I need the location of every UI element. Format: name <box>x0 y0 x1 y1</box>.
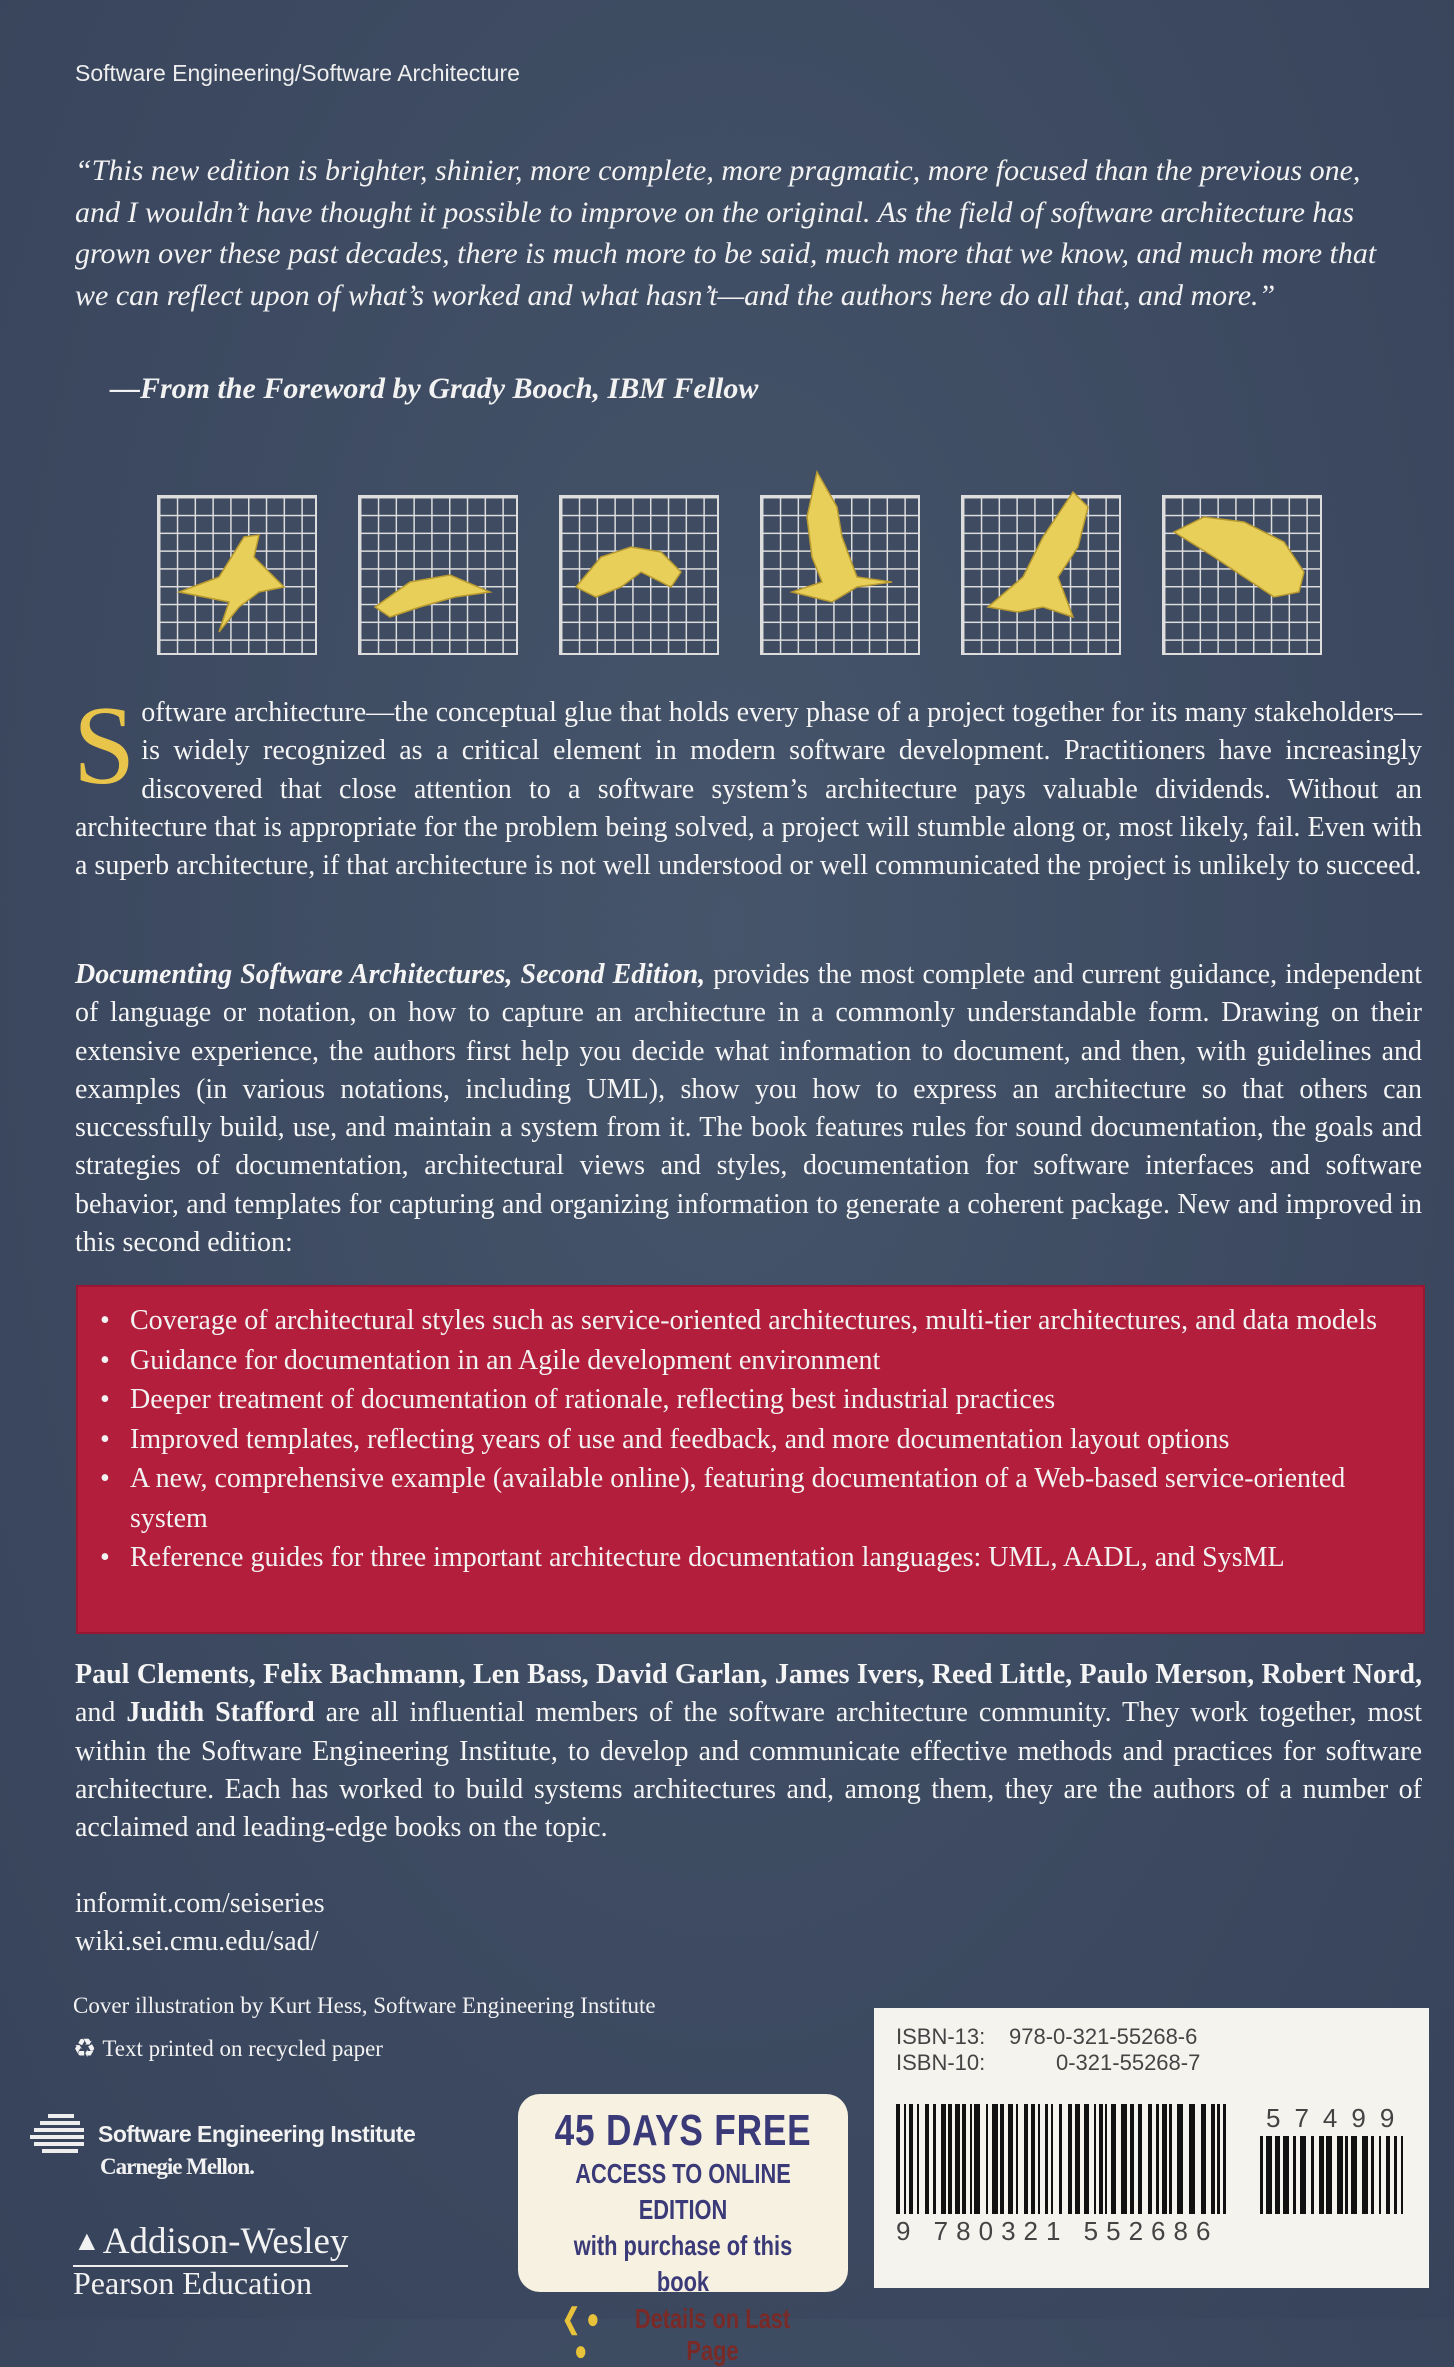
quote-attribution: —From the Foreword by Grady Booch, IBM Fellow <box>110 372 759 405</box>
link-informit[interactable]: informit.com/seiseries <box>75 1888 325 1919</box>
barcode-bar <box>962 2104 966 2214</box>
sei-name: Software Engineering Institute <box>98 2120 416 2147</box>
barcode-bar <box>941 2104 946 2214</box>
barcode-bar <box>1362 2136 1368 2214</box>
bird-flight-illustration <box>157 495 1327 655</box>
bird-icon <box>561 497 721 657</box>
isbn10-value: 0-321-55268-7 <box>1056 2050 1201 2075</box>
barcode-bar <box>986 2104 988 2214</box>
barcode-bar <box>896 2104 900 2214</box>
recycled-text: Text printed on recycled paper <box>102 2036 383 2061</box>
feature-item: • Coverage of architectural styles such as service-oriented architectures, multi-tier architectures, and data models <box>100 1301 1403 1341</box>
barcode-bar <box>909 2104 913 2214</box>
feature-item: • Improved templates, reflecting years of use and feedback, and more documentation layout options <box>100 1420 1403 1460</box>
barcode-bar <box>1156 2104 1159 2214</box>
barcode-bar <box>992 2104 998 2214</box>
cmu-logo: Carnegie Mellon. <box>100 2154 254 2179</box>
barcode-bar <box>970 2104 972 2214</box>
barcode-bar <box>1211 2104 1215 2214</box>
links <box>75 1885 325 1961</box>
bird-grid <box>358 495 518 655</box>
bird-icon <box>762 497 922 657</box>
online-edition-promo <box>518 2094 848 2366</box>
addison-wesley-icon: ▲ <box>73 2225 101 2257</box>
barcode-bar <box>933 2104 936 2214</box>
barcode-addon <box>1260 2136 1405 2214</box>
barcode-bar <box>1138 2104 1142 2214</box>
barcode-bar <box>1008 2104 1013 2214</box>
barcode-bar <box>1319 2136 1324 2214</box>
barcode-bar <box>1386 2136 1390 2214</box>
barcode-bar <box>1016 2104 1018 2214</box>
intro-paragraph <box>73 684 1422 885</box>
barcode-bar <box>1148 2104 1152 2214</box>
barcode-bar <box>1099 2104 1103 2214</box>
recycled-note <box>73 2034 383 2064</box>
book-title: Documenting Software Architectures, Second Edition, <box>75 959 706 990</box>
isbn10-label: ISBN-10: <box>896 2050 986 2075</box>
arrow-dots-icon: ❮ ● ● <box>561 2303 600 2366</box>
bird-grid <box>157 495 317 655</box>
publisher-logo <box>73 2220 348 2267</box>
barcode-addon-number: 57499 <box>1266 2103 1409 2133</box>
barcode-bar <box>1266 2136 1272 2214</box>
barcode-bar <box>1401 2136 1403 2214</box>
bird-grid <box>559 495 719 655</box>
barcode-bar <box>955 2104 960 2214</box>
features-box <box>78 1287 1423 1632</box>
barcode-bar <box>948 2104 952 2214</box>
feature-item: • A new, comprehensive example (available online), featuring documentation of a Web-based service-oriented system <box>100 1459 1403 1538</box>
barcode-bar <box>1162 2104 1167 2214</box>
barcode-bar <box>1311 2136 1314 2214</box>
barcode-bar <box>1068 2104 1072 2214</box>
author-name-last: Judith Stafford <box>126 1697 315 1729</box>
bird-icon <box>360 497 520 657</box>
feature-item: • Guidance for documentation in an Agile development environment <box>100 1341 1403 1381</box>
barcode-bar <box>1169 2104 1172 2214</box>
bird-grid <box>961 495 1121 655</box>
barcode-bar <box>1121 2104 1127 2214</box>
barcode-bar <box>1283 2136 1289 2214</box>
sei-globe-icon <box>30 2112 92 2156</box>
bird-grid <box>760 495 920 655</box>
barcode-bar <box>1379 2136 1381 2214</box>
barcode-bar <box>904 2104 906 2214</box>
barcode-bar <box>1130 2104 1134 2214</box>
barcode-bar <box>1345 2136 1348 2214</box>
bird-grid <box>1162 495 1322 655</box>
barcode-bar <box>1084 2104 1089 2214</box>
sei-logo <box>30 2112 415 2156</box>
barcode-bar <box>1201 2104 1206 2214</box>
barcode-bar <box>1293 2136 1296 2214</box>
barcode-number: 9 780321 552686 <box>896 2216 1219 2246</box>
bird-icon <box>963 497 1123 657</box>
barcode-bar <box>1024 2104 1028 2214</box>
drop-cap: S <box>73 684 136 808</box>
barcode-bar <box>1351 2136 1357 2214</box>
promo-line2: with purchase of this book <box>573 2230 793 2297</box>
barcode-bar <box>1045 2104 1048 2214</box>
barcode-bar <box>1260 2136 1263 2214</box>
barcode-bar <box>1337 2136 1343 2214</box>
barcode-bar <box>1371 2136 1374 2214</box>
publisher-name: Addison-Wesley <box>102 2221 349 2262</box>
barcode-bar <box>925 2104 929 2214</box>
promo-line1: ACCESS TO ONLINE EDITION <box>575 2158 791 2225</box>
authors-text: are all influential members of the software architecture community. They work together, most within the Software Engineering Institute, to develop and communicate effective methods and practices for software architecture. Each has worked to build systems architectures and, among them, they are the authors of a number of acclaimed and leading-edge books on the topic. <box>75 1697 1422 1844</box>
and-text: and <box>75 1697 127 1729</box>
barcode-bar <box>1105 2104 1107 2214</box>
foreword-quote: “This new edition is brighter, shinier, more complete, more pragmatic, more focused than the previous one, and I wouldn’t have thought it possible to improve on the original. As the field of software architecture has grown over these past decades, there is much more to be said, much more that we know, and much more that we can reflect upon of what’s worked and what hasn’t—and the authors here do all that, and more.” <box>75 154 1377 312</box>
authors-paragraph <box>75 1656 1422 1847</box>
publisher-parent: Pearson Education <box>73 2265 313 2301</box>
barcode-bar <box>1394 2136 1397 2214</box>
description-text: provides the most complete and current guidance, independent of language or notation, on how to capture an architecture in a commonly understandable form. Drawing on their extensive experience, the authors first help you decide what information to document, and then, with guidelines and examples (in various notations, including UML), show you how to express an architecture so that others can successfully build, use, and maintain a system from it. The book features rules for sound documentation, the goals and strategies of documentation, architectural views and styles, documentation for software interfaces and software behavior, and templates for capturing and organizing information to generate a coherent package. New and improved in this second edition: <box>75 959 1422 1259</box>
promo-details <box>554 2302 811 2367</box>
barcode-bar <box>1111 2104 1116 2214</box>
author-names: Paul Clements, Felix Bachmann, Len Bass, David Garlan, James Ivers, Reed Little, Paulo Merson, Robert Nord, <box>75 1659 1422 1690</box>
isbn-barcode-box <box>874 2008 1429 2288</box>
illustration-credit: Cover illustration by Kurt Hess, Software Engineering Institute <box>73 1993 656 2018</box>
barcode-bar <box>1075 2104 1080 2214</box>
link-wiki[interactable]: wiki.sei.cmu.edu/sad/ <box>75 1926 319 1957</box>
barcode-bar <box>1000 2104 1004 2214</box>
isbn10 <box>896 2050 1201 2076</box>
recycle-icon: ♻ <box>73 2034 97 2063</box>
barcode-bar <box>1217 2104 1220 2214</box>
barcode <box>896 2104 1226 2214</box>
feature-item: • Reference guides for three important architecture documentation languages: UML, AADL, and SysML <box>100 1538 1403 1578</box>
barcode-bar <box>1051 2104 1053 2214</box>
promo-headline: 45 DAYS FREE <box>554 2106 812 2155</box>
barcode-bar <box>1177 2104 1183 2214</box>
barcode-bar <box>1300 2136 1306 2214</box>
barcode-bar <box>1223 2104 1226 2214</box>
bird-icon <box>159 497 319 657</box>
isbn13 <box>896 2024 1198 2050</box>
barcode-bar <box>917 2104 919 2214</box>
barcode-bar <box>1038 2104 1040 2214</box>
barcode-bar <box>1326 2136 1332 2214</box>
isbn13-value: 978-0-321-55268-6 <box>1009 2024 1198 2049</box>
isbn13-label: ISBN-13: <box>896 2024 986 2049</box>
barcode-bar <box>1031 2104 1035 2214</box>
barcode-bar <box>1275 2136 1280 2214</box>
barcode-bar <box>1094 2104 1096 2214</box>
barcode-bar <box>1189 2104 1195 2214</box>
barcode-bar <box>1059 2104 1062 2214</box>
promo-details-text: Details on Last Page <box>634 2302 791 2366</box>
feature-item: • Deeper treatment of documentation of rationale, reflecting best industrial practices <box>100 1380 1403 1420</box>
bird-icon <box>1164 497 1324 657</box>
category-label: Software Engineering/Software Architecture <box>75 60 520 86</box>
barcode-bar <box>974 2104 980 2214</box>
intro-text: oftware architecture—the conceptual glue that holds every phase of a project together for its many stakeholders—is widely recognized as a critical element in modern software development. Practitioners have increasingly discovered that close attention to a software system’s architecture pays valuable dividends. Without an architecture that is appropriate for the problem being solved, a project will stumble along or, most likely, fail. Even with a superb architecture, if that architecture is not well understood or well communicated the project is unlikely to succeed. <box>75 697 1422 882</box>
description-paragraph <box>75 956 1422 1262</box>
